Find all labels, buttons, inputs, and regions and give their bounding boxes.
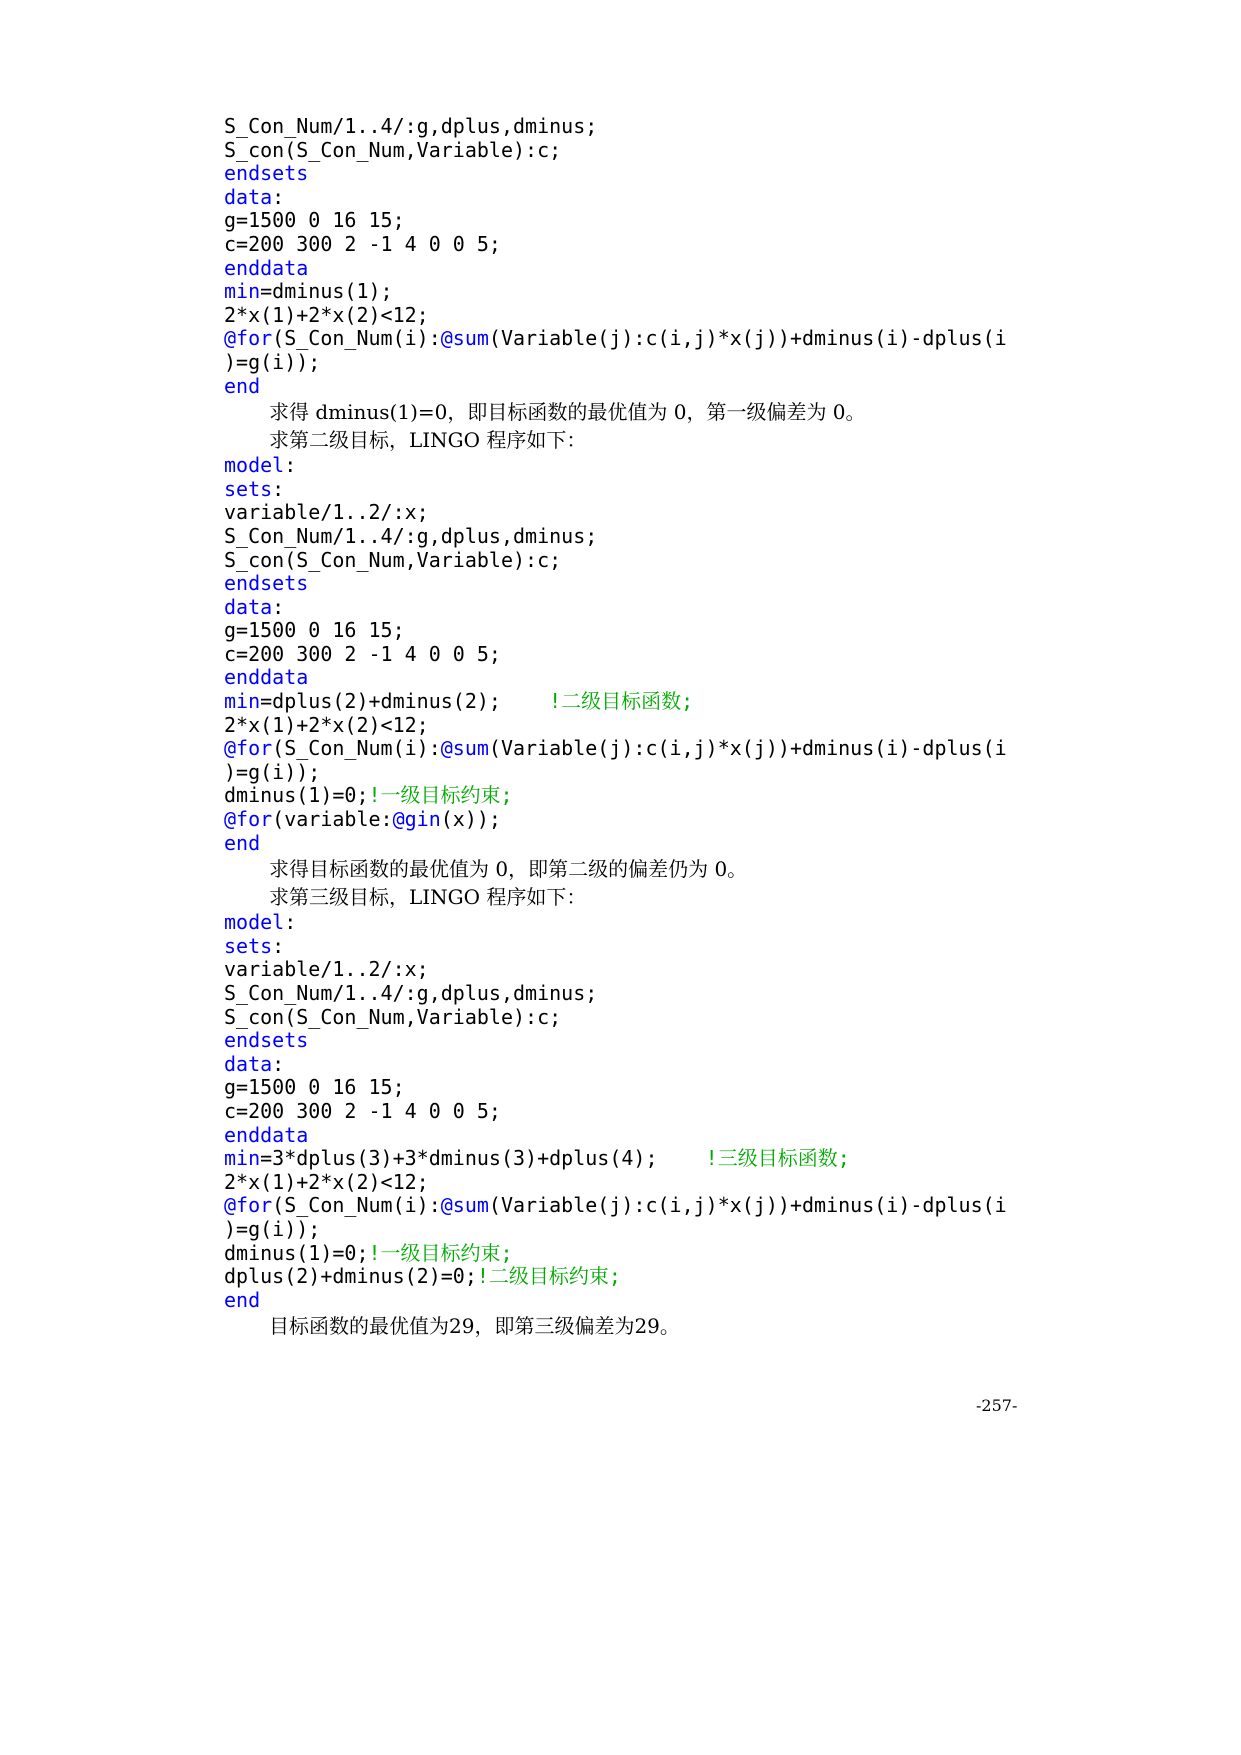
line-text: : xyxy=(272,184,285,209)
line-text: =3*dplus(3)+3*dminus(3)+dplus(4); xyxy=(260,1146,706,1171)
code-line xyxy=(224,1053,1044,1077)
code-keyword: sets xyxy=(224,933,273,958)
code-keyword: end xyxy=(224,1287,261,1312)
code-keyword: data xyxy=(224,594,273,619)
code-keyword: @for xyxy=(224,1193,273,1218)
line-text: S_con(S_Con_Num,Variable):c; xyxy=(224,1004,562,1029)
line-text: variable/1..2/:x; xyxy=(224,957,429,982)
line-text: g=1500 0 16 15; xyxy=(224,618,405,643)
code-keyword: @for xyxy=(224,736,273,761)
prose-line xyxy=(224,398,1044,426)
code-line xyxy=(224,1147,1044,1171)
code-line xyxy=(224,501,1044,525)
code-line xyxy=(224,666,1044,690)
code-line xyxy=(224,351,1044,375)
line-text: (Variable(j):c(i,j)*x(j))+dminus(i)-dplus(i xyxy=(488,326,1007,351)
code-line xyxy=(224,233,1044,257)
code-line xyxy=(224,761,1044,785)
code-line xyxy=(224,643,1044,667)
code-keyword: data xyxy=(224,184,273,209)
code-keyword: model xyxy=(224,453,285,478)
code-keyword: enddata xyxy=(224,665,309,690)
line-text: 2*x(1)+2*x(2)<12; xyxy=(224,1169,429,1194)
code-line xyxy=(224,935,1044,959)
line-text: S_con(S_Con_Num,Variable):c; xyxy=(224,137,562,162)
code-line xyxy=(224,478,1044,502)
line-text: dminus(1)=0; xyxy=(224,1240,369,1265)
code-keyword: data xyxy=(224,1051,273,1076)
code-keyword: endsets xyxy=(224,571,309,596)
line-text: (Variable(j):c(i,j)*x(j))+dminus(i)-dplus(i xyxy=(488,1193,1007,1218)
line-text: dplus(2)+dminus(2)=0; xyxy=(224,1264,477,1289)
line-text: 求第三级目标，LINGO 程序如下： xyxy=(269,885,587,910)
code-line xyxy=(224,1194,1044,1218)
code-line xyxy=(224,1006,1044,1030)
code-line xyxy=(224,209,1044,233)
line-text: 求得目标函数的最优值为 0，即第二级的偏差仍为 0。 xyxy=(269,857,748,882)
code-comment: !二级目标约束; xyxy=(476,1264,621,1289)
code-line xyxy=(224,1076,1044,1100)
code-line xyxy=(224,1100,1044,1124)
code-keyword: @for xyxy=(224,326,273,351)
code-keyword: enddata xyxy=(224,255,309,280)
prose-line xyxy=(224,426,1044,454)
line-text: : xyxy=(272,476,285,501)
line-text: S_Con_Num/1..4/:g,dplus,dminus; xyxy=(224,114,598,138)
line-text: c=200 300 2 -1 4 0 0 5; xyxy=(224,231,501,256)
code-line xyxy=(224,549,1044,573)
code-line xyxy=(224,1265,1044,1289)
code-keyword: end xyxy=(224,373,261,398)
line-text: (S_Con_Num(i): xyxy=(272,326,441,351)
code-keyword: endsets xyxy=(224,161,309,186)
line-text: c=200 300 2 -1 4 0 0 5; xyxy=(224,641,501,666)
prose-line xyxy=(224,883,1044,911)
document-body xyxy=(224,115,1044,1340)
line-text: )=g(i)); xyxy=(224,349,321,374)
code-line xyxy=(224,714,1044,738)
code-line xyxy=(224,375,1044,399)
line-text: (variable: xyxy=(272,807,393,832)
code-keyword: @for xyxy=(224,807,273,832)
code-line xyxy=(224,911,1044,935)
line-text: : xyxy=(272,594,285,619)
code-comment: !二级目标函数; xyxy=(549,689,694,714)
code-line xyxy=(224,115,1044,139)
code-line xyxy=(224,1171,1044,1195)
prose-line xyxy=(224,1312,1044,1340)
code-line xyxy=(224,454,1044,478)
code-line xyxy=(224,257,1044,281)
code-line xyxy=(224,1289,1044,1313)
code-line xyxy=(224,186,1044,210)
code-line xyxy=(224,737,1044,761)
line-text: )=g(i)); xyxy=(224,1216,321,1241)
line-text: 2*x(1)+2*x(2)<12; xyxy=(224,712,429,737)
code-line xyxy=(224,982,1044,1006)
code-line xyxy=(224,808,1044,832)
line-text: S_con(S_Con_Num,Variable):c; xyxy=(224,547,562,572)
code-line xyxy=(224,958,1044,982)
code-line xyxy=(224,304,1044,328)
code-line xyxy=(224,1218,1044,1242)
code-keyword: @sum xyxy=(440,326,489,351)
line-text: 2*x(1)+2*x(2)<12; xyxy=(224,302,429,327)
code-keyword: model xyxy=(224,910,285,935)
code-keyword: @sum xyxy=(440,1193,489,1218)
line-text: 求得 dminus(1)=0，即目标函数的最优值为 0，第一级偏差为 0。 xyxy=(269,400,866,425)
line-text: 求第二级目标，LINGO 程序如下： xyxy=(269,428,587,453)
line-text: (S_Con_Num(i): xyxy=(272,736,441,761)
line-text: S_Con_Num/1..4/:g,dplus,dminus; xyxy=(224,523,598,548)
code-comment: !三级目标函数; xyxy=(705,1146,850,1171)
line-text: g=1500 0 16 15; xyxy=(224,1075,405,1100)
code-line xyxy=(224,327,1044,351)
code-line xyxy=(224,1124,1044,1148)
line-text: 目标函数的最优值为29，即第三级偏差为29。 xyxy=(269,1314,680,1339)
line-text: (Variable(j):c(i,j)*x(j))+dminus(i)-dplus(i xyxy=(488,736,1007,761)
code-keyword: sets xyxy=(224,476,273,501)
code-keyword: @sum xyxy=(440,736,489,761)
code-line xyxy=(224,1029,1044,1053)
code-line xyxy=(224,572,1044,596)
code-line xyxy=(224,690,1044,714)
line-text: =dminus(1); xyxy=(260,279,393,304)
code-line xyxy=(224,596,1044,620)
line-text: variable/1..2/:x; xyxy=(224,500,429,525)
page-number: -257- xyxy=(976,1396,1018,1415)
code-line xyxy=(224,162,1044,186)
code-comment: !一级目标约束; xyxy=(368,783,513,808)
code-line xyxy=(224,784,1044,808)
code-keyword: end xyxy=(224,830,261,855)
code-line xyxy=(224,139,1044,163)
line-text: g=1500 0 16 15; xyxy=(224,208,405,233)
line-text: : xyxy=(272,933,285,958)
code-line xyxy=(224,525,1044,549)
line-text: : xyxy=(284,910,297,935)
code-line xyxy=(224,1242,1044,1266)
code-keyword: endsets xyxy=(224,1028,309,1053)
code-line xyxy=(224,619,1044,643)
code-line xyxy=(224,832,1044,856)
code-keyword: enddata xyxy=(224,1122,309,1147)
code-keyword: min xyxy=(224,1146,261,1171)
line-text: )=g(i)); xyxy=(224,759,321,784)
line-text: S_Con_Num/1..4/:g,dplus,dminus; xyxy=(224,981,598,1005)
prose-line xyxy=(224,855,1044,883)
line-text: dminus(1)=0; xyxy=(224,783,369,808)
line-text: (S_Con_Num(i): xyxy=(272,1193,441,1218)
line-text: =dplus(2)+dminus(2); xyxy=(260,689,550,714)
code-comment: !一级目标约束; xyxy=(368,1240,513,1265)
code-keyword: min xyxy=(224,279,261,304)
line-text: (x)); xyxy=(440,807,501,832)
line-text: : xyxy=(272,1051,285,1076)
code-keyword: min xyxy=(224,689,261,714)
code-line xyxy=(224,280,1044,304)
line-text: : xyxy=(284,453,297,478)
code-keyword: @gin xyxy=(392,807,441,832)
line-text: c=200 300 2 -1 4 0 0 5; xyxy=(224,1098,501,1123)
